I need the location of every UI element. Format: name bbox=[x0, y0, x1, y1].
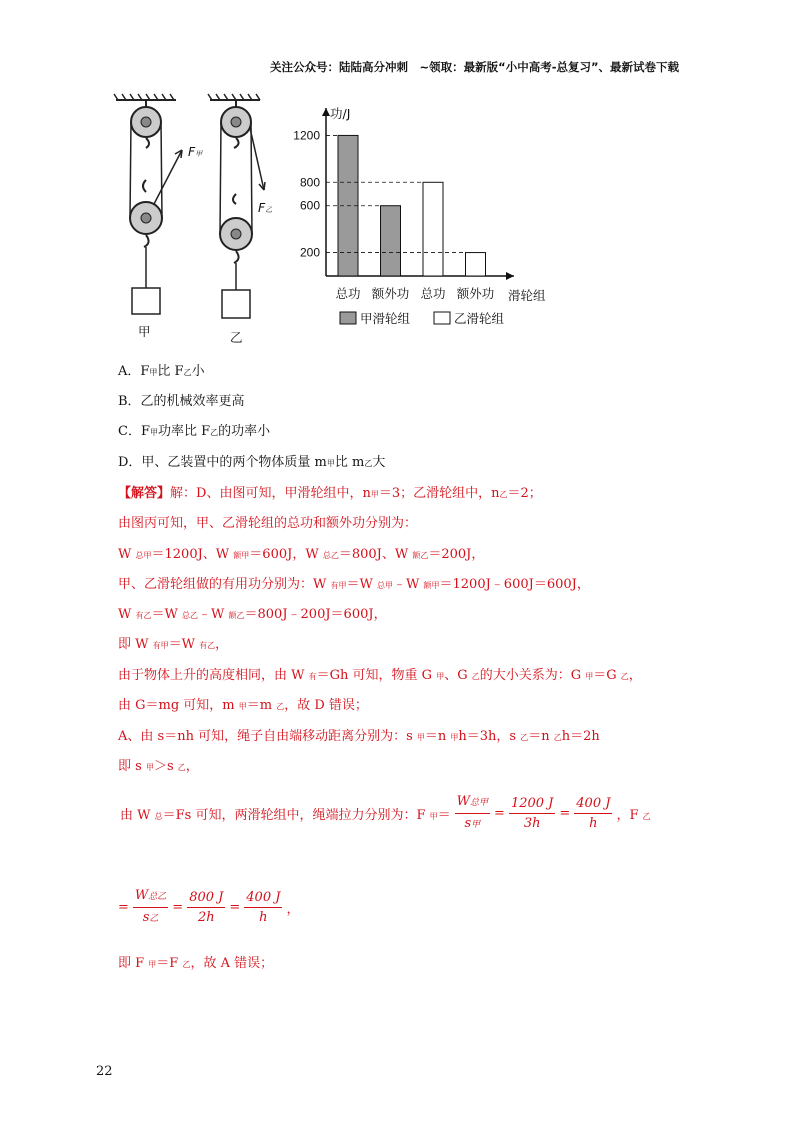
answer-line-10: 即 s 甲＞s 乙， bbox=[118, 759, 199, 774]
answer-line-13: 即 F 甲＝F 乙，故 A 错误； bbox=[118, 956, 274, 971]
category-label-4: 额外功 bbox=[456, 286, 495, 301]
weight-jia bbox=[132, 288, 160, 314]
category-label-2: 额外功 bbox=[371, 286, 410, 301]
answer-line-3: W 总甲＝1200J、W 额甲＝600J，W 总乙＝800J、W 额乙＝200J， bbox=[118, 547, 485, 562]
fraction-f-jia: $\frac{\text{W总甲}}{\text{s甲}}$ bbox=[456, 794, 489, 831]
category-label-1: 总功 bbox=[335, 286, 361, 301]
legend-swatch-jia bbox=[340, 312, 356, 324]
work-bar-chart bbox=[284, 96, 564, 336]
x-axis-label: 滑轮组 bbox=[508, 288, 546, 303]
option-d: D．甲、乙装置中的两个物体质量 m甲比 m乙大 bbox=[118, 455, 386, 470]
option-c: C．F甲功率比 F乙的功率小 bbox=[118, 424, 271, 439]
y-tick-1200: 1200 bbox=[293, 128, 320, 143]
x-axis-arrow bbox=[506, 272, 514, 280]
y-tick-600: 600 bbox=[299, 198, 320, 213]
ceiling-yi bbox=[208, 94, 260, 100]
y-axis-arrow bbox=[322, 108, 330, 116]
ceiling-jia bbox=[114, 94, 176, 100]
f-jia-label: F甲 bbox=[188, 144, 203, 159]
answer-line-12: = $\frac{\text{W总乙}}{\text{s乙}}$ = $\frac{800 J}{2h}$ = $\frac{400 J}{h}$ ， bbox=[116, 886, 301, 929]
pulley-yi-moving bbox=[220, 194, 252, 263]
option-a: A．F甲比 F乙小 bbox=[118, 364, 205, 379]
bar-3 bbox=[423, 182, 443, 276]
legend-label-jia: 甲滑轮组 bbox=[360, 311, 411, 326]
weight-yi bbox=[222, 290, 250, 318]
answer-line-1: 【解答】解：D、由图可知，甲滑轮组中，n甲＝3；乙滑轮组中，n乙＝2； bbox=[118, 486, 542, 501]
answer-line-4: 甲、乙滑轮组做的有用功分别为：W 有甲＝W 总甲﹣W 额甲＝1200J﹣600J＝600J， bbox=[118, 577, 590, 592]
pulley-jia-moving bbox=[130, 180, 162, 247]
label-jia: 甲 bbox=[138, 324, 151, 339]
fraction-1200-3h: $\frac{1200 J}{3h}$ bbox=[510, 796, 554, 831]
answer-line-11: 由 W 总＝Fs 可知，两滑轮组中，绳端拉力分别为：F 甲＝ $\frac{\text{W总甲}}{\text{s甲}}$ = $\frac{1200 J}{3h}$ = $\frac{400 J}{h}$ ，F 乙 bbox=[118, 792, 653, 835]
pulley-jia-fixed bbox=[131, 100, 161, 148]
category-label-3: 总功 bbox=[420, 286, 446, 301]
answer-line-2: 由图丙可知，甲、乙滑轮组的总功和额外功分别为： bbox=[118, 516, 418, 531]
fraction-400-h-1: $\frac{400 J}{h}$ bbox=[576, 796, 611, 831]
page-number: 22 bbox=[96, 1064, 113, 1079]
answer-line-8: 由 G＝mg 可知，m 甲＝m 乙，故 D 错误； bbox=[118, 698, 368, 713]
answer-line-7: 由于物体上升的高度相同，由 W 有＝Gh 可知，物重 G 甲、G 乙的大小关系为：G 甲＝G 乙， bbox=[118, 668, 642, 683]
y-axis-label: 功/J bbox=[330, 106, 351, 121]
option-b: B．乙的机械效率更高 bbox=[118, 394, 245, 409]
legend-swatch-yi bbox=[434, 312, 450, 324]
pulley-yi-fixed bbox=[221, 100, 251, 148]
label-yi: 乙 bbox=[230, 330, 243, 345]
bar-2 bbox=[381, 206, 401, 276]
legend-label-yi: 乙滑轮组 bbox=[454, 311, 505, 326]
pulley-figure bbox=[110, 92, 290, 352]
f-yi-label: F乙 bbox=[258, 200, 273, 215]
fraction-800-2h: $\frac{800 J}{2h}$ bbox=[189, 890, 224, 925]
y-tick-200: 200 bbox=[299, 245, 320, 260]
answer-line-9: A、由 s＝nh 可知，绳子自由端移动距离分别为：s 甲＝n 甲h＝3h，s 乙＝n 乙h＝2h bbox=[118, 729, 600, 744]
fraction-f-yi: $\frac{\text{W总乙}}{\text{s乙}}$ bbox=[134, 888, 167, 925]
answer-line-6: 即 W 有甲＝W 有乙， bbox=[118, 637, 229, 652]
answer-line-5: W 有乙＝W 总乙﹣W 额乙＝800J﹣200J＝600J， bbox=[118, 607, 387, 622]
y-tick-800: 800 bbox=[299, 175, 320, 190]
fraction-400-h-2: $\frac{400 J}{h}$ bbox=[246, 890, 281, 925]
bar-4 bbox=[466, 253, 486, 276]
page-header: 关注公众号：陆陆高分冲刺 ~领取：最新版“小中高考-总复习”、最新试卷下载 bbox=[270, 60, 680, 74]
